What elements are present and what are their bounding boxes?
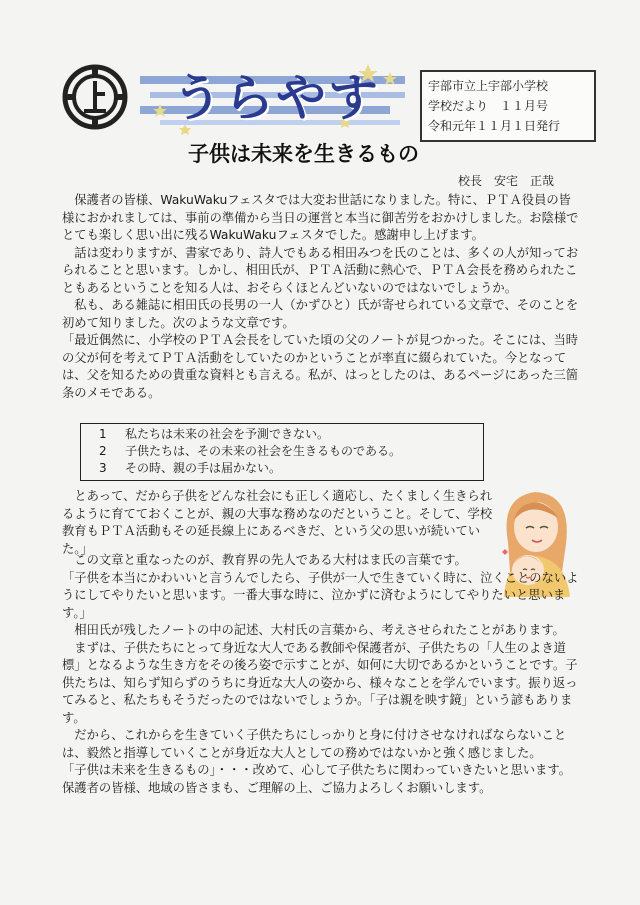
note-item: 3 その時、親の手は届かない。 — [99, 461, 282, 475]
issue-date: 令和元年１１月１日発行 — [428, 119, 561, 133]
paragraph: 話は変わりますが、書家であり、詩人でもある相田みつを氏のことは、多くの人が知っておられることと思います。しかし、相田氏が、ＰＴＡ活動に熱心で、ＰＴＡ会長を務められたこともあるということを知る人は、おそらくほとんどいないのではないでしょうか。 — [62, 245, 579, 295]
school-name: 宇部市立上宇部小学校 — [428, 79, 549, 93]
article-author: 校長 安宅 正哉 — [458, 174, 555, 188]
article-body-part2 — [62, 488, 502, 558]
paragraph: だから、これからを生きていく子供たちにしっかりと身に付けさせなければならないことは、毅然と指導していくことが身近な大人としての務めではないかと強く感じました。 — [62, 728, 567, 760]
article-title: 子供は未来を生きるもの — [188, 142, 419, 166]
issue-label: 学校だより １１月号 — [428, 99, 549, 113]
paragraph: 「子供は未来を生きるもの」・・・改めて、心して子供たちに関わっていきたいと思います。保護者の皆様、地域の皆さまも、ご理解の上、ご協力よろしくお願いします。 — [62, 763, 571, 795]
paragraph: 保護者の皆様、WakuWakuフェスタでは大変お世話になりました。特に、ＰＴＡ役員の皆様におかれましては、事前の準備から当日の運営と本当に御苦労をおかけしました。お陰様でとても楽しく思い出に残るWakuWakuフェスタでした。感謝申し上げます。 — [62, 193, 579, 242]
school-info-box — [420, 70, 596, 142]
paragraph: とあって、だから子供をどんな社会にも正しく適応し、たくましく生きられるように育てておくことが、親の大事な務めなのだということ。そして、学校教育もＰＴＡ活動もその延長線上にあるべきだ、という父の思いが続いていた。」 — [62, 489, 493, 556]
paragraph: 「子供を本当にかわいいと言うんでしたら、子供が一人で生きていく時に、泣くことのないようにしてやりたいと思います。一番大事な時に、泣かずに済むようにしてやりたいと思います。」 — [62, 570, 579, 620]
paragraph: 「最近偶然に、小学校のＰＴＡ会長をしていた頃の父のノートが見つかった。そこには、当時の父が何を考えてＰＴＡ活動をしていたのかということが率直に綴られていた。今となっては、父を知るための貴重な資料とも言える。私が、はっとしたのは、あるページにあった三箇条のメモである。 — [62, 333, 579, 400]
article-body-part3 — [62, 552, 582, 797]
article-body-part1 — [62, 192, 582, 402]
paragraph: 相田氏が残したノートの中の記述、大村氏の言葉から、考えさせられたことがあります。 — [74, 623, 565, 637]
paragraph: 私も、ある雑誌に相田氏の長男の一人（かずひと）氏が寄せられている文章で、そのことを初めて知りました。次のような文章です。 — [62, 298, 579, 330]
note-item: 2 子供たちは、その未来の社会を生きるものである。 — [99, 444, 402, 458]
school-emblem-icon — [62, 64, 128, 130]
paragraph: まずは、子供たちにとって身近な大人である教師や保護者が、子供たちの「人生のよき道標」となるような生き方をその後ろ姿で示すことが、如何に大切であるかということです。子供たちは、知らず知らずのうちに身近な大人の姿から、様々なことを学んでいます。振り返ってみると、私たちもそうだったのではないでしょうか。「子は親を映す鏡」という諺もあります。 — [62, 640, 578, 725]
note-item: 1 私たちは未来の社会を予測できない。 — [99, 427, 330, 441]
paragraph: この文章と重なったのが、教育界の先人である大村はま氏の言葉です。 — [74, 553, 467, 567]
three-articles-box — [80, 423, 484, 481]
newsletter-logo-title: うらやす — [172, 69, 380, 127]
